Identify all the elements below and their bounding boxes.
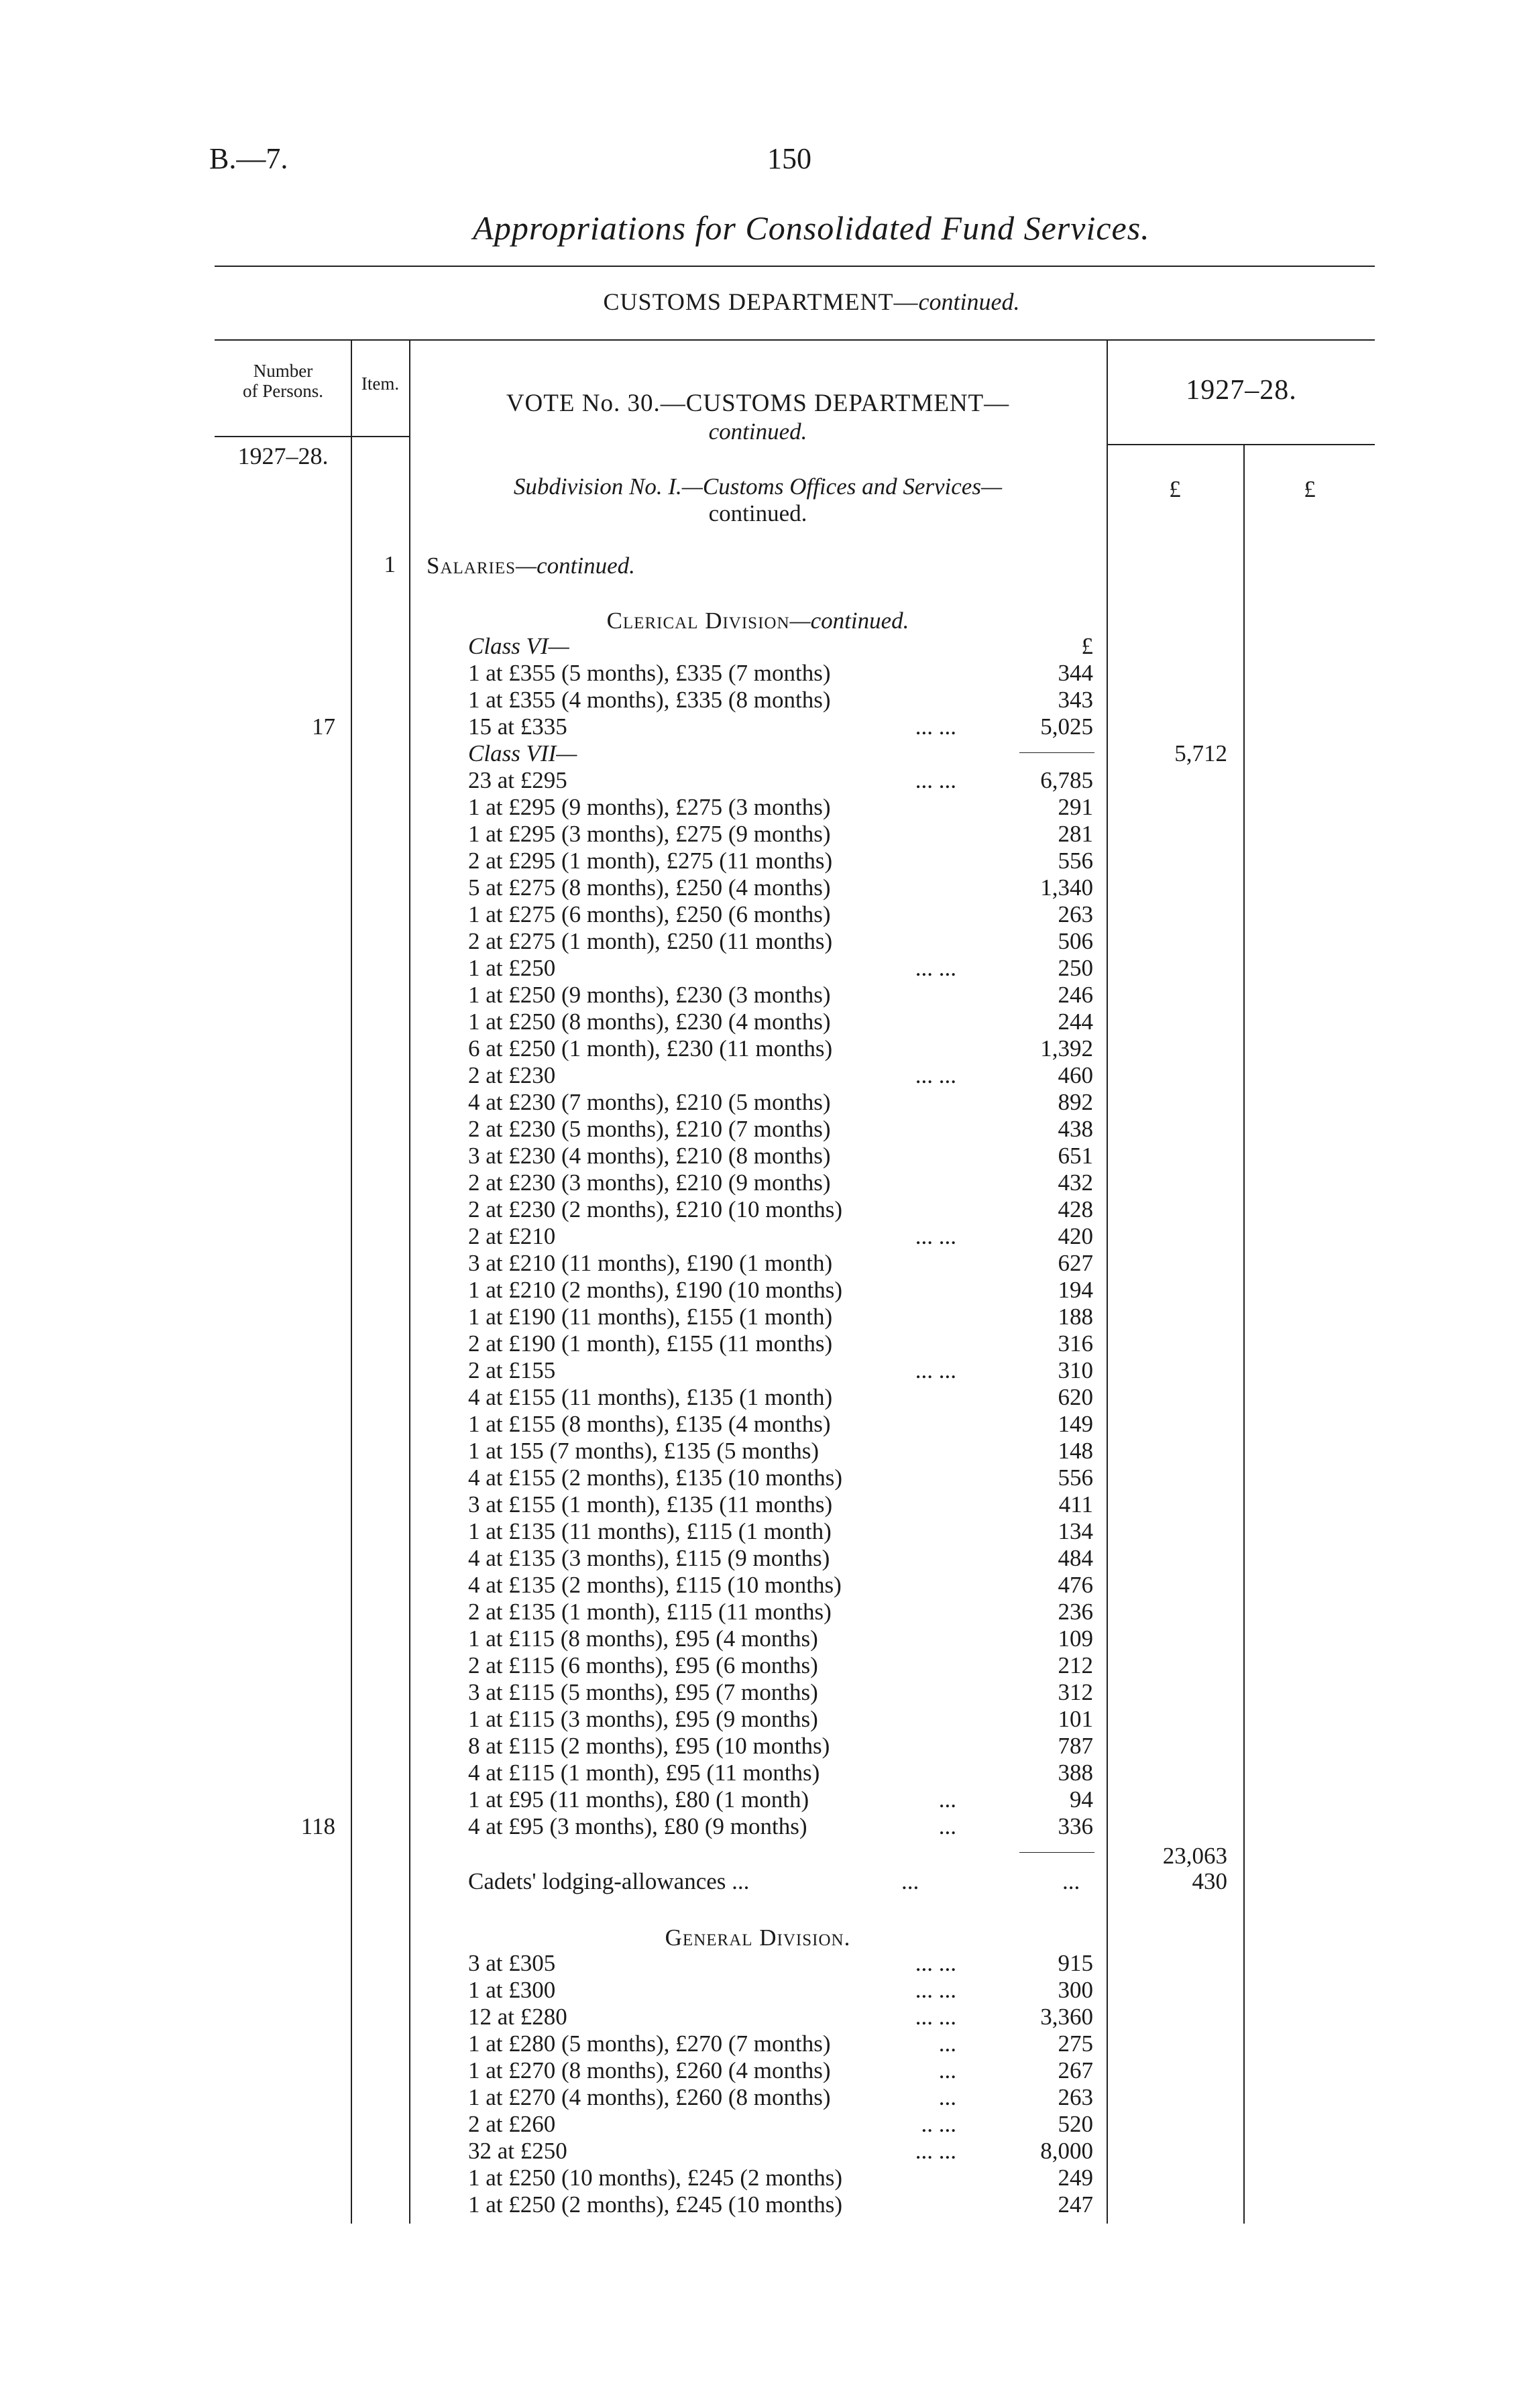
row-description: 3 at £115 (5 months), £95 (7 months) <box>468 1679 818 1705</box>
number-header-line1: Number <box>253 361 313 381</box>
row-description: 3 at £230 (4 months), £210 (8 months) <box>468 1143 831 1169</box>
row-leader-dots: .. ... <box>921 2111 956 2137</box>
cadets-dots-2: ... <box>1062 1868 1080 1894</box>
row-description: 6 at £250 (1 month), £230 (11 months) <box>468 1035 833 1062</box>
row-description: 4 at £135 (3 months), £115 (9 months) <box>468 1545 830 1571</box>
row-description: 4 at £135 (2 months), £115 (10 months) <box>468 1572 842 1598</box>
row-amount: 388 <box>1058 1760 1093 1786</box>
row-description: 2 at £115 (6 months), £95 (6 months) <box>468 1652 818 1678</box>
clerical-heading-label: Clerical Division <box>606 608 790 634</box>
row-description: 1 at £95 (11 months), £80 (1 month) <box>468 1786 809 1813</box>
row-amount: 556 <box>1058 1465 1093 1491</box>
row-description: 2 at £230 (5 months), £210 (7 months) <box>468 1116 831 1142</box>
row-description: 15 at £335 <box>468 713 567 740</box>
department-name: CUSTOMS DEPARTMENT— <box>603 288 919 315</box>
salaries-label: Salaries <box>427 553 516 579</box>
left-head-rule <box>215 436 409 437</box>
row-amount: 212 <box>1058 1652 1093 1678</box>
row-amount: 1,340 <box>1040 874 1093 901</box>
row-amount: 520 <box>1058 2111 1093 2137</box>
row-description: 1 at £250 (9 months), £230 (3 months) <box>468 982 831 1008</box>
row-amount: 476 <box>1058 1572 1093 1598</box>
row-description: 1 at £270 (8 months), £260 (4 months) <box>468 2057 831 2083</box>
row-amount: 411 <box>1058 1491 1093 1517</box>
row-leader-dots: ... <box>938 2057 956 2083</box>
row-description: 4 at £95 (3 months), £80 (9 months) <box>468 1813 807 1839</box>
row-amount: 428 <box>1058 1196 1093 1222</box>
item-column-right-rule <box>409 339 410 2224</box>
row-leader-dots: ... ... <box>915 1357 956 1383</box>
row-description: 4 at £155 (11 months), £135 (1 month) <box>468 1384 833 1410</box>
right-head-rule <box>1107 444 1375 445</box>
row-leader-dots: ... ... <box>915 1950 956 1976</box>
row-amount: 148 <box>1058 1438 1093 1464</box>
title-rule <box>215 266 1375 267</box>
clerical-pound-sign: £ <box>1081 633 1093 659</box>
row-amount: 109 <box>1058 1625 1093 1652</box>
row-leader-dots: ... <box>938 2084 956 2110</box>
row-amount: 651 <box>1058 1143 1093 1169</box>
row-description: 1 at £115 (8 months), £95 (4 months) <box>468 1625 818 1652</box>
row-description: 1 at £250 (2 months), £245 (10 months) <box>468 2191 843 2218</box>
row-amount: 194 <box>1058 1277 1093 1303</box>
row-amount: 432 <box>1058 1169 1093 1196</box>
cadets-allowance-total: 430 <box>1192 1868 1227 1894</box>
row-description: 2 at £295 (1 month), £275 (11 months) <box>468 848 833 874</box>
subdivision-title: Subdivision No. I.—Customs Offices and Services— <box>513 473 1003 500</box>
row-description: 1 at £155 (8 months), £135 (4 months) <box>468 1411 831 1437</box>
row-amount: 484 <box>1058 1545 1093 1571</box>
item-header: Item. <box>361 374 400 394</box>
amount-year-label: 1927–28. <box>1186 375 1297 406</box>
clerical-division-heading <box>416 608 1100 634</box>
row-leader-dots: ... <box>938 1786 956 1813</box>
pound-sign-col1: £ <box>1169 476 1181 502</box>
row-amount: 94 <box>1070 1786 1093 1813</box>
row-description: 1 at 155 (7 months), £135 (5 months) <box>468 1438 820 1464</box>
row-description: 2 at £230 (2 months), £210 (10 months) <box>468 1196 843 1222</box>
row-amount: 556 <box>1058 848 1093 874</box>
row-amount: 1,392 <box>1040 1035 1093 1062</box>
row-description: 23 at £295 <box>468 767 567 793</box>
number-of-persons-header <box>216 361 350 401</box>
row-description: 1 at £210 (2 months), £190 (10 months) <box>468 1277 843 1303</box>
row-amount: 420 <box>1058 1223 1093 1249</box>
row-description: 4 at £155 (2 months), £135 (10 months) <box>468 1465 843 1491</box>
row-amount: 787 <box>1058 1733 1093 1759</box>
row-description: 1 at £270 (4 months), £260 (8 months) <box>468 2084 831 2110</box>
row-amount: 275 <box>1058 2030 1093 2057</box>
vote-title: VOTE No. 30.—CUSTOMS DEPARTMENT— <box>506 390 1010 417</box>
row-description: 3 at £305 <box>468 1950 556 1976</box>
item-column-left-rule <box>351 339 352 2224</box>
row-leader-dots: ... <box>938 1813 956 1839</box>
subdivision-continued: continued. <box>708 500 807 526</box>
row-description: 4 at £230 (7 months), £210 (5 months) <box>468 1089 831 1115</box>
department-continued: continued. <box>918 288 1020 315</box>
row-amount: 250 <box>1058 955 1093 981</box>
row-leader-dots: ... ... <box>915 1223 956 1249</box>
row-description: 1 at £250 <box>468 955 556 981</box>
row-leader-dots: ... ... <box>915 1062 956 1088</box>
row-amount: 438 <box>1058 1116 1093 1142</box>
row-description: 32 at £250 <box>468 2138 567 2164</box>
row-description: 1 at £250 (10 months), £245 (2 months) <box>468 2165 843 2191</box>
row-description: 1 at £275 (6 months), £250 (6 months) <box>468 901 831 927</box>
row-description: 1 at £355 (5 months), £335 (7 months) <box>468 660 831 686</box>
page-number: 150 <box>767 142 811 175</box>
row-amount: 246 <box>1058 982 1093 1008</box>
row-description: 2 at £210 <box>468 1223 556 1249</box>
row-description: 2 at £275 (1 month), £250 (11 months) <box>468 928 833 954</box>
row-description: 1 at £190 (11 months), £155 (1 month) <box>468 1304 833 1330</box>
row-amount: 343 <box>1058 687 1093 713</box>
row-amount: 3,360 <box>1040 2004 1093 2030</box>
row-description: 2 at £260 <box>468 2111 556 2137</box>
cadets-allowance-label: Cadets' lodging-allowances ... <box>468 1868 750 1894</box>
clerical-heading-continued: —continued. <box>789 608 909 634</box>
row-leader-dots: ... ... <box>915 767 956 793</box>
row-amount: 460 <box>1058 1062 1093 1088</box>
class-vi-label: Class VI— <box>468 633 569 659</box>
class-vi-total: 5,712 <box>1174 740 1227 766</box>
number-header-line2: of Persons. <box>243 381 323 401</box>
row-amount: 312 <box>1058 1679 1093 1705</box>
class-vi-persons: 17 <box>312 713 335 740</box>
row-description: 8 at £115 (2 months), £95 (10 months) <box>468 1733 830 1759</box>
row-amount: 300 <box>1058 1977 1093 2003</box>
row-amount: 915 <box>1058 1950 1093 1976</box>
row-amount: 291 <box>1058 794 1093 820</box>
row-amount: 247 <box>1058 2191 1093 2218</box>
row-leader-dots: ... <box>938 2030 956 2057</box>
row-amount: 344 <box>1058 660 1093 686</box>
row-amount: 8,000 <box>1040 2138 1093 2164</box>
vote-title-continued: continued. <box>708 418 807 445</box>
class-vii-persons: 118 <box>300 1813 335 1839</box>
amount-column-mid-rule <box>1243 444 1245 2224</box>
row-amount: 316 <box>1058 1330 1093 1357</box>
row-description: 2 at £135 (1 month), £115 (11 months) <box>468 1599 832 1625</box>
row-amount: 134 <box>1058 1518 1093 1544</box>
row-description: 2 at £155 <box>468 1357 556 1383</box>
general-division-heading: General Division. <box>665 1925 851 1951</box>
row-leader-dots: ... ... <box>915 713 956 740</box>
row-amount: 892 <box>1058 1089 1093 1115</box>
class-vi-subtotal-rule <box>1019 752 1094 753</box>
amount-column-left-rule <box>1107 339 1108 2224</box>
row-leader-dots: ... ... <box>915 955 956 981</box>
row-amount: 244 <box>1058 1009 1093 1035</box>
department-heading <box>376 288 1247 315</box>
row-amount: 6,785 <box>1040 767 1093 793</box>
row-description: 12 at £280 <box>468 2004 567 2030</box>
row-leader-dots: ... ... <box>915 2138 956 2164</box>
row-description: 3 at £210 (11 months), £190 (1 month) <box>468 1250 833 1276</box>
row-amount: 310 <box>1058 1357 1093 1383</box>
salaries-heading <box>427 553 635 579</box>
row-amount: 620 <box>1058 1384 1093 1410</box>
row-description: 4 at £115 (1 month), £95 (11 months) <box>468 1760 820 1786</box>
pound-sign-col2: £ <box>1304 476 1316 502</box>
row-description: 1 at £135 (11 months), £115 (1 month) <box>468 1518 832 1544</box>
row-amount: 263 <box>1058 2084 1093 2110</box>
row-description: 1 at £295 (3 months), £275 (9 months) <box>468 821 831 847</box>
table-top-rule <box>215 339 1375 341</box>
row-amount: 188 <box>1058 1304 1093 1330</box>
row-amount: 267 <box>1058 2057 1093 2083</box>
class-vii-subtotal-rule <box>1019 1852 1094 1853</box>
row-description: 1 at £300 <box>468 1977 556 2003</box>
row-description: 1 at £280 (5 months), £270 (7 months) <box>468 2030 831 2057</box>
row-amount: 101 <box>1058 1706 1093 1732</box>
row-description: 2 at £190 (1 month), £155 (11 months) <box>468 1330 833 1357</box>
row-description: 3 at £155 (1 month), £135 (11 months) <box>468 1491 833 1517</box>
persons-year-label: 1927–28. <box>237 443 329 469</box>
document-code: B.—7. <box>209 142 288 175</box>
row-description: 1 at £115 (3 months), £95 (9 months) <box>468 1706 818 1732</box>
row-amount: 336 <box>1058 1813 1093 1839</box>
row-description: 1 at £355 (4 months), £335 (8 months) <box>468 687 831 713</box>
row-description: 1 at £250 (8 months), £230 (4 months) <box>468 1009 831 1035</box>
class-vii-total: 23,063 <box>1162 1843 1227 1869</box>
row-description: 5 at £275 (8 months), £250 (4 months) <box>468 874 831 901</box>
row-amount: 281 <box>1058 821 1093 847</box>
row-amount: 236 <box>1058 1599 1093 1625</box>
page-title: Appropriations for Consolidated Fund Services. <box>473 209 1150 247</box>
row-description: 1 at £295 (9 months), £275 (3 months) <box>468 794 831 820</box>
row-description: 2 at £230 <box>468 1062 556 1088</box>
item-number: 1 <box>384 551 396 577</box>
row-amount: 249 <box>1058 2165 1093 2191</box>
row-amount: 627 <box>1058 1250 1093 1276</box>
cadets-dots: ... <box>901 1868 919 1894</box>
class-vii-label: Class VII— <box>468 740 577 766</box>
row-leader-dots: ... ... <box>915 1977 956 2003</box>
row-amount: 149 <box>1058 1411 1093 1437</box>
row-amount: 263 <box>1058 901 1093 927</box>
row-leader-dots: ... ... <box>915 2004 956 2030</box>
row-amount: 5,025 <box>1040 713 1093 740</box>
row-amount: 506 <box>1058 928 1093 954</box>
row-description: 2 at £230 (3 months), £210 (9 months) <box>468 1169 831 1196</box>
salaries-continued: —continued. <box>516 553 635 579</box>
